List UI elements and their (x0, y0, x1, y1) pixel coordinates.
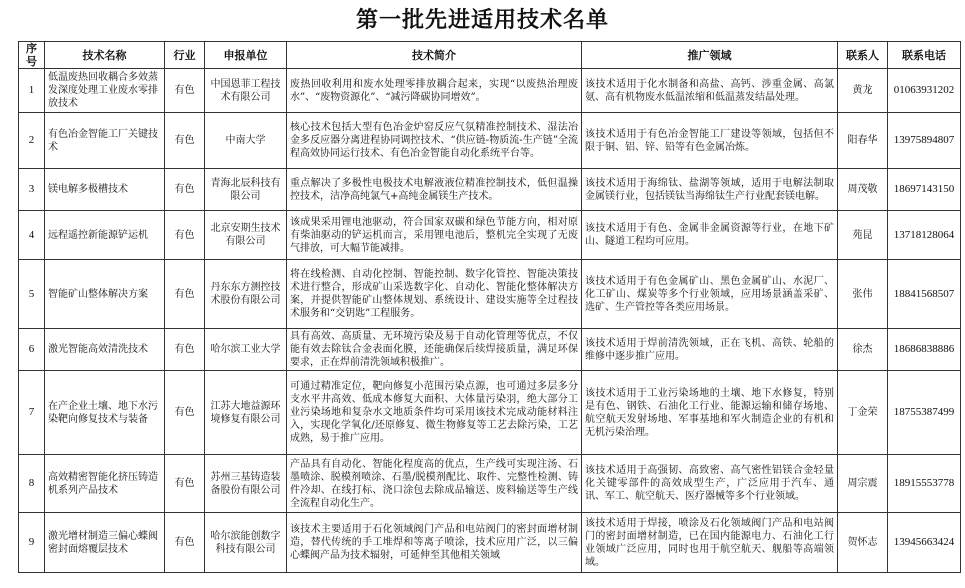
row-no: 1 (19, 69, 45, 113)
row-no: 5 (19, 260, 45, 329)
applicant-unit: 青海北辰科技有限公司 (205, 169, 287, 211)
industry: 有色 (165, 513, 205, 573)
header-industry: 行业 (165, 42, 205, 69)
contact-person: 阳春华 (838, 113, 888, 169)
promotion-field: 该技术适用于焊接，喷涂及石化领域阀门产品和电站阀门的密封面增材制造，已在国内能源电力、石油化工行业领域广泛应用，同时也用于航空航天、舰船等高端领域。 (582, 513, 838, 573)
tech-intro: 产品具有自动化、智能化程度高的优点，生产线可实现注汤、石墨喷涂、脱模剂喷涂、石墨/脱模剂配比、取件、完整性检测、铸件冷却、在线打标、浇口涂包去除成品输送、废料输送等生产线全流程自动化生产。 (287, 455, 582, 513)
contact-person: 周宗震 (838, 455, 888, 513)
promotion-field: 该技术适用于焊前清洗领域，正在飞机、高铁、轮船的维修中逐步推广应用。 (582, 329, 838, 371)
contact-phone: 01063931202 (888, 69, 961, 113)
applicant-unit: 哈尔滨能创数字科技有限公司 (205, 513, 287, 573)
tech-name: 低温废热回收耦合多效蒸发深度处理工业废水零排放技术 (45, 69, 165, 113)
industry: 有色 (165, 169, 205, 211)
contact-phone: 13718128064 (888, 211, 961, 260)
applicant-unit: 苏州三基铸造装备股份有限公司 (205, 455, 287, 513)
page-title: 第一批先进适用技术名单 (355, 7, 609, 33)
tech-name: 远程遥控新能源铲运机 (45, 211, 165, 260)
technology-table (18, 41, 961, 573)
contact-phone: 18915553778 (888, 455, 961, 513)
applicant-unit: 哈尔滨工业大学 (205, 329, 287, 371)
contact-person: 黄龙 (838, 69, 888, 113)
tech-name: 激光增材制造三偏心蝶阀密封面熔覆层技术 (45, 513, 165, 573)
industry: 有色 (165, 260, 205, 329)
contact-person: 张伟 (838, 260, 888, 329)
contact-phone: 18841568507 (888, 260, 961, 329)
contact-person: 贺怀志 (838, 513, 888, 573)
promotion-field: 该技术适用于海绵钛、盐湖等领域，适用于电解法制取金属镁行业，包括镁钛当海绵钛生产行业配套镁电解。 (582, 169, 838, 211)
promotion-field: 该技术适用于有色、金属非金属资源等行业，在地下矿山、隧道工程均可应用。 (582, 211, 838, 260)
tech-name: 有色冶金智能工厂关键技术 (45, 113, 165, 169)
row-no: 2 (19, 113, 45, 169)
contact-person: 周茂敬 (838, 169, 888, 211)
industry: 有色 (165, 329, 205, 371)
tech-intro: 核心技术包括大型有色冶金炉窑反应气氛精准控制技术、湿法冶金多反应器分离进程协同调控技术、“供应链-物质流-生产链”全流程高效协同运行技术、有色冶金智能自动化系统平台等。 (287, 113, 582, 169)
tech-intro: 废热回收利用和废水处理零排放耦合起来，实现“以废热治理废水”、“废物资源化”、“减污降碳协同增效”。 (287, 69, 582, 113)
applicant-unit: 江苏大地益源环境修复有限公司 (205, 371, 287, 455)
table-row (19, 455, 961, 513)
applicant-unit: 中国恩菲工程技术有限公司 (205, 69, 287, 113)
header-field: 推广领域 (582, 42, 838, 69)
applicant-unit: 北京安期生技术有限公司 (205, 211, 287, 260)
contact-person: 苑昆 (838, 211, 888, 260)
industry: 有色 (165, 211, 205, 260)
promotion-field: 该技术适用于有色冶金智能工厂建设等领域，包括但不限于铜、铝、锌、铅等有色金属冶炼。 (582, 113, 838, 169)
header-phone: 联系电话 (888, 42, 961, 69)
promotion-field: 该技术适用于工业污染场地的土壤、地下水修复，特别是有色、钢铁、石油化工行业、能源运输和储存场地、航空航天发射场地、军事基地和军火制造企业的有机和无机污染治理。 (582, 371, 838, 455)
header-contact: 联系人 (838, 42, 888, 69)
tech-intro: 具有高效、高质量、无环境污染及易于自动化管理等优点，不仅能有效去除钛合金表面化膜，还能确保后续焊接质量，满足环保要求，正在焊前清洗领域积极推广。 (287, 329, 582, 371)
tech-intro: 将在线检测、自动化控制、智能控制、数字化管控、智能决策技术进行整合，形成矿山采选数字化、自动化、智能化整体解决方案，并提供智能矿山整体规划、系统设计、建设实施等全过程技术服务和“交钥匙”工程服务。 (287, 260, 582, 329)
industry: 有色 (165, 455, 205, 513)
row-no: 6 (19, 329, 45, 371)
contact-phone: 18686838886 (888, 329, 961, 371)
table-row (19, 211, 961, 260)
contact-phone: 13945663424 (888, 513, 961, 573)
header-name: 技术名称 (45, 42, 165, 69)
tech-intro: 该技术主要适用于石化领域阀门产品和电站阀门的密封面增材制造，替代传统的手工堆焊和等离子喷涂，技术应用广泛，以三偏心蝶阀产品为技术辐射，可延伸至其他相关领域 (287, 513, 582, 573)
row-no: 7 (19, 371, 45, 455)
tech-intro: 可通过精准定位，靶向修复小范围污染点源，也可通过多层多分支水平井高效、低成本修复大面积、大体量污染羽，绝大部分工业污染场地和复杂水文地质条件均可采用该技术完成动能材料注入，实现化学氧化/还原修复、微生物修复等工艺去除污染，工艺成熟，易于推广应用。 (287, 371, 582, 455)
row-no: 9 (19, 513, 45, 573)
header-unit: 申报单位 (205, 42, 287, 69)
tech-intro: 重点解决了多极性电极技术电解液液位精准控制技术，低但温操控技术，洁净高纯氯气+高纯金属镁生产技术。 (287, 169, 582, 211)
tech-name: 在产企业土壤、地下水污染靶向修复技术与装备 (45, 371, 165, 455)
tech-name: 高效精密智能化挤压铸造机系列产品技术 (45, 455, 165, 513)
header-row (19, 42, 961, 69)
industry: 有色 (165, 113, 205, 169)
contact-phone: 13975894807 (888, 113, 961, 169)
contact-person: 徐杰 (838, 329, 888, 371)
table-row (19, 513, 961, 573)
table-row (19, 169, 961, 211)
contact-person: 丁金荣 (838, 371, 888, 455)
table-row (19, 69, 961, 113)
table-row (19, 113, 961, 169)
tech-name: 智能矿山整体解决方案 (45, 260, 165, 329)
tech-name: 激光智能高效清洗技术 (45, 329, 165, 371)
applicant-unit: 丹东东方测控技术股份有限公司 (205, 260, 287, 329)
industry: 有色 (165, 371, 205, 455)
table-row (19, 371, 961, 455)
promotion-field: 该技术适用于化水制备和高盐、高钙、涉重金属、高氯氨、高有机物废水低温浓缩和低温蒸发结晶处理。 (582, 69, 838, 113)
header-no: 序号 (19, 42, 45, 69)
applicant-unit: 中南大学 (205, 113, 287, 169)
row-no: 8 (19, 455, 45, 513)
row-no: 4 (19, 211, 45, 260)
table-row (19, 260, 961, 329)
row-no: 3 (19, 169, 45, 211)
header-intro: 技术简介 (287, 42, 582, 69)
contact-phone: 18697143150 (888, 169, 961, 211)
contact-phone: 18755387499 (888, 371, 961, 455)
industry: 有色 (165, 69, 205, 113)
tech-intro: 该成果采用锂电池驱动，符合国家双碳和绿色节能方向，相对原有柴油驱动的铲运机而言，采用锂电池后，整机完全实现了无废气排放，可大幅节能减排。 (287, 211, 582, 260)
tech-name: 镁电解多极槽技术 (45, 169, 165, 211)
promotion-field: 该技术适用于有色金属矿山、黑色金属矿山、水泥厂、化工矿山、煤炭等多个行业领域，应用场景涵盖采矿、选矿、生产管控等各类应用场景。 (582, 260, 838, 329)
table-row (19, 329, 961, 371)
promotion-field: 该技术适用于高强韧、高致密、高气密性铝镁合金轻量化关键零部件的高效成型生产，广泛应用于汽车、通讯、军工、航空航天、医疗器械等多个行业领域。 (582, 455, 838, 513)
